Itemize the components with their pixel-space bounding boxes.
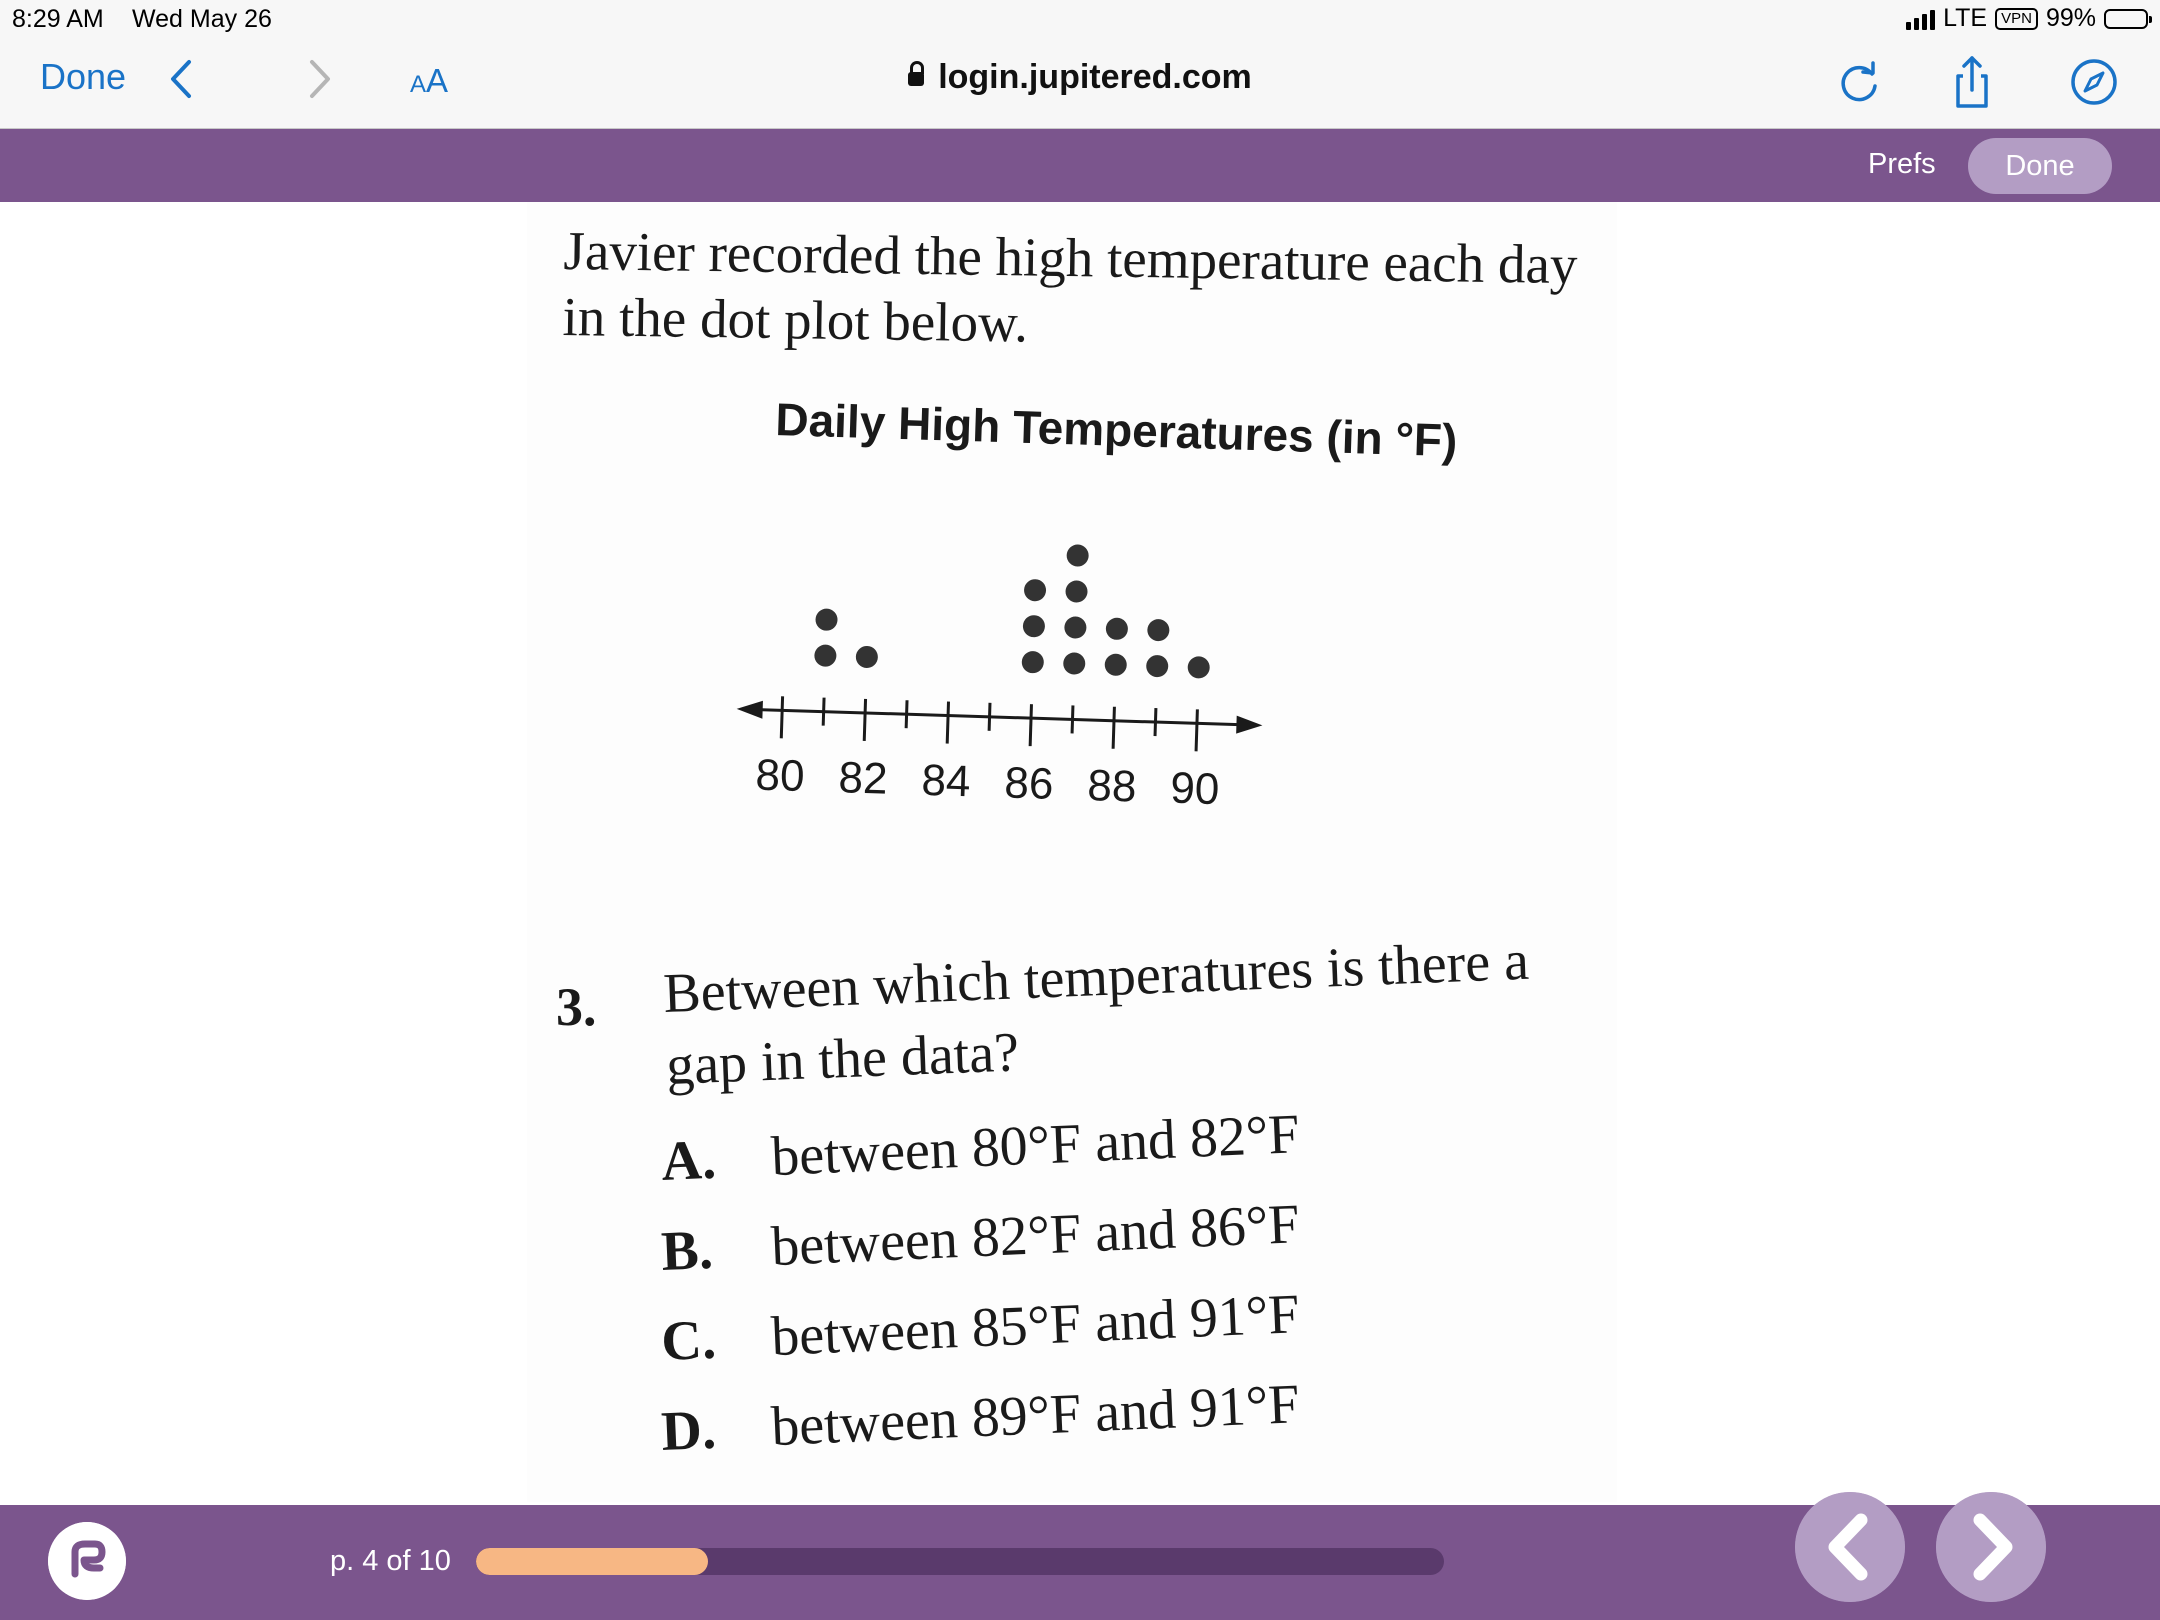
axis-arrow-left xyxy=(736,700,763,719)
tick-label: 86 xyxy=(1003,758,1055,809)
status-date: Wed May 26 xyxy=(132,5,272,33)
choice-text: between 82°F and 86°F xyxy=(769,1193,1301,1279)
app-done-button[interactable]: Done xyxy=(1968,138,2112,194)
choice-text: between 89°F and 91°F xyxy=(769,1373,1301,1459)
next-page-button[interactable] xyxy=(1936,1492,2046,1602)
text-size-large-label: A xyxy=(426,62,449,99)
choice-letter: C. xyxy=(660,1308,718,1373)
choice-letter: B. xyxy=(660,1218,715,1283)
status-indicators xyxy=(1906,4,2148,33)
data-dot xyxy=(1065,580,1088,603)
axis-tick xyxy=(781,696,782,738)
axis-tick xyxy=(864,699,865,741)
share-icon[interactable] xyxy=(1942,52,2002,112)
data-dot xyxy=(1023,615,1046,638)
axis-tick xyxy=(906,700,907,728)
dot-plot-chart xyxy=(690,390,1490,850)
browser-done-button[interactable]: Done xyxy=(40,56,127,97)
status-time: 8:29 AM xyxy=(12,5,104,33)
data-dot xyxy=(1187,656,1210,679)
data-dot xyxy=(856,646,879,669)
prev-page-button[interactable] xyxy=(1795,1492,1905,1602)
question-text: Between which temperatures is there a gap in the data? xyxy=(662,929,1531,1097)
axis-tick xyxy=(823,698,824,726)
battery-percent: 99% xyxy=(2045,4,2096,32)
url-text: login.jupitered.com xyxy=(938,58,1252,96)
text-size-small-label: A xyxy=(410,71,427,98)
vpn-badge: VPN xyxy=(1995,8,2038,30)
question-number: 3. xyxy=(556,977,597,1037)
lock-icon xyxy=(908,72,924,86)
progress-bar xyxy=(476,1548,1444,1575)
data-dot xyxy=(1024,579,1047,602)
status-bar xyxy=(0,0,2160,38)
data-dot xyxy=(815,608,838,631)
axis-tick xyxy=(1113,707,1114,749)
choice-text: between 85°F and 91°F xyxy=(769,1283,1301,1369)
axis-tick xyxy=(1155,708,1156,736)
signal-icon xyxy=(1906,8,1935,30)
intro-text: Javier recorded the high temperature each day in the dot plot below. xyxy=(562,219,1578,354)
tick-label: 88 xyxy=(1086,760,1138,812)
compass-icon[interactable] xyxy=(2064,52,2124,112)
data-dot xyxy=(1066,544,1089,567)
browser-toolbar xyxy=(0,38,2160,129)
prefs-button[interactable]: Prefs xyxy=(1868,148,1936,180)
axis-tick xyxy=(989,703,990,731)
data-dot xyxy=(814,644,837,667)
data-dot xyxy=(1104,653,1127,676)
data-dot xyxy=(1021,651,1044,674)
reload-icon[interactable] xyxy=(1830,52,1890,112)
data-dot xyxy=(1147,619,1170,642)
data-dot xyxy=(1106,617,1129,640)
data-dot xyxy=(1064,616,1087,639)
chart-title: Daily High Temperatures (in °F) xyxy=(774,393,1459,467)
battery-icon xyxy=(2104,9,2148,29)
tick-label: 84 xyxy=(920,755,972,807)
axis-arrow-right xyxy=(1236,716,1263,735)
axis-tick xyxy=(1030,704,1031,746)
axis-tick xyxy=(1072,705,1073,733)
tick-label: 90 xyxy=(1169,763,1221,815)
progress-fill xyxy=(476,1548,708,1575)
axis-tick xyxy=(947,702,948,744)
tick-label: 82 xyxy=(837,753,889,804)
choice-text: between 80°F and 82°F xyxy=(769,1103,1301,1189)
app-header xyxy=(0,129,2160,202)
choice-letter: D. xyxy=(660,1398,718,1463)
choice-letter: A. xyxy=(660,1128,718,1193)
tick-label: 80 xyxy=(754,750,806,802)
data-dot xyxy=(1063,652,1086,675)
network-label: LTE xyxy=(1943,4,1988,32)
data-dot xyxy=(1146,655,1169,678)
page-indicator: p. 4 of 10 xyxy=(330,1545,451,1577)
app-logo-icon[interactable] xyxy=(48,1522,126,1600)
axis-tick xyxy=(1196,709,1197,751)
